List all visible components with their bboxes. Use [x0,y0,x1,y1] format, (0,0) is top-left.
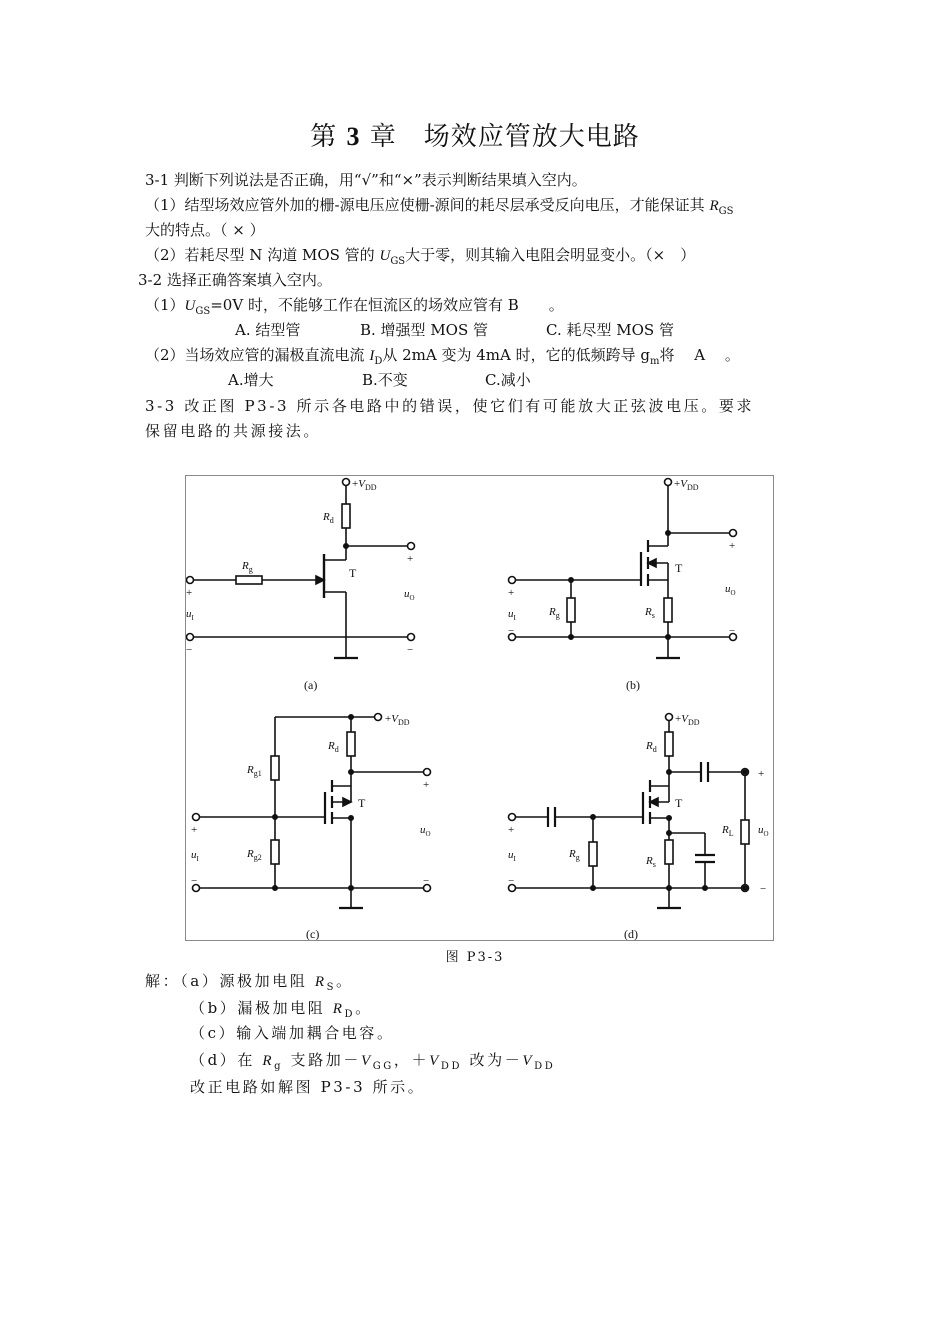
minus-label-a-in: − [186,644,193,656]
panel-label-c: (c) [306,927,320,940]
vdd-label-a: $+V_{DD}$ [352,478,377,492]
answer-a: 解：（a）源极加电阻 $R_S$。 [145,972,354,993]
uo-label-d: $u_O$ [758,824,769,838]
minus-label-b-out: − [729,625,736,637]
output-terminal-minus-a [408,634,415,641]
minus-label-c-out: − [423,875,430,887]
figure-caption: 图 P3-3 [445,950,505,965]
q3-3-line1: 3-3 改正图 P3-3 所示各电路中的错误，使它们有可能放大正弦波电压。要求 [145,397,755,415]
q3-2-item2-option-c: C.减小 [485,371,531,389]
plus-label-d-in: + [508,824,515,836]
mosfet-arrow-c [343,798,351,806]
uo-label-a: $u_O$ [404,588,415,602]
resistor-rg2-c [271,840,279,864]
plus-label-c-out: + [423,779,430,791]
q3-3-line2: 保留电路的共源接法。 [145,422,322,440]
transistor-label-b: T [675,561,683,575]
resistor-rg-b [567,598,575,622]
q3-2-item1: $(1)U_{GS}=0V$ 时，不能够工作在恒流区的场效应管有 B 。 [145,296,564,317]
chapter-number: 3 [346,122,361,151]
uo-label-b: $u_O$ [725,583,736,597]
answer-c: （c）输入端加耦合电容。 [190,1024,395,1042]
q3-1-item1: （1）结型场效应管外加的栅-源电压应使栅-源间的耗尽层承受反向电压，才能保证其 $R_{GS}$ [145,196,734,217]
rl-label-d: $R_L$ [722,824,734,838]
panel-label-b: (b) [626,678,640,692]
minus-label-c-in: − [191,875,198,887]
q3-2-item2-option-b: B.不变 [362,371,408,389]
panel-label-d: (d) [624,927,638,940]
minus-label-d-in: − [508,875,515,887]
vdd-label-b: $+V_{DD}$ [674,478,699,492]
resistor-rd-c [347,732,355,756]
ui-label-b: $u_I$ [508,608,516,622]
circuit-b [508,478,737,692]
q3-1-item1-cont: 大的特点。（ × ） [145,221,265,239]
mosfet-arrow-d [650,798,658,806]
resistor-rg-a [236,576,262,584]
q3-1-item2: （2）若耗尽型 N 沟道 MOS 管的 $U_{GS}$大于零，则其输入电阻会明显变小。（× ） [145,246,696,267]
vdd-terminal-c [375,714,382,721]
rg-label-b: $R_g$ [549,606,560,620]
chapter-title: 第 3 章 场效应管放大电路 [310,122,640,152]
q3-2-item1-option-a: A. 结型管 [235,321,301,339]
plus-label-d-out: + [758,768,765,780]
figure-p3-3 [185,475,774,941]
rg-label-a: $R_g$ [242,560,253,574]
circuit-a [186,478,415,692]
resistor-rs-d [665,840,673,864]
rs-label-d: $R_s$ [646,855,656,869]
input-terminal-plus-c [193,814,200,821]
vdd-label-c: $+V_{DD}$ [385,713,410,727]
vdd-terminal-d [666,714,673,721]
output-terminal-plus-c [424,769,431,776]
resistor-rg-d [589,842,597,866]
input-terminal-minus-a [187,634,194,641]
plus-label-a-out: + [407,553,414,565]
transistor-label-c: T [358,796,366,810]
ui-label-d: $u_I$ [508,849,516,863]
circuit-diagrams [186,476,773,940]
vdd-label-d: $+V_{DD}$ [675,713,700,727]
q3-2-item2-option-a: A.增大 [228,371,274,389]
rd-label-d: $R_d$ [646,740,657,754]
input-terminal-plus-a [187,577,194,584]
ui-label-c: $u_I$ [191,849,199,863]
q3-2-heading: 3-2 选择正确答案填入空内。 [138,271,332,289]
rg2-label-c: $R_{g2}$ [247,848,262,862]
minus-label-d-out: − [760,883,767,895]
resistor-rs-b [664,598,672,622]
minus-label-a-out: − [407,644,414,656]
answer-closing: 改正电路如解图 P3-3 所示。 [190,1078,426,1096]
output-terminal-plus-a [408,543,415,550]
answer-b: （b）漏极加电阻 $R_D$。 [190,999,373,1020]
transistor-label-d: T [675,796,683,810]
resistor-rg1-c [271,756,279,780]
q3-2-item1-option-c: C. 耗尽型 MOS 管 [546,321,674,339]
plus-label-a-in: + [186,587,193,599]
panel-label-a: (a) [304,678,318,692]
rg1-label-c: $R_{g1}$ [247,764,262,778]
vdd-terminal-b [665,479,672,486]
input-terminal-plus-d [509,814,516,821]
q3-2-item1-option-b: B. 增强型 MOS 管 [360,321,489,339]
plus-label-b-out: + [729,540,736,552]
transistor-label-a: T [349,566,357,580]
circuit-d [508,713,769,940]
mosfet-arrow-b [648,559,656,567]
ui-label-a: $u_I$ [186,608,194,622]
plus-label-c-in: + [191,824,198,836]
input-terminal-plus-b [509,577,516,584]
gate-arrow-a [316,576,324,584]
rd-label-a: $R_d$ [323,511,334,525]
minus-label-b-in: − [508,625,515,637]
resistor-rd-d [665,732,673,756]
q3-2-item2: （2）当场效应管的漏极直流电流 $I_D$从 2mA 变为 4mA 时，它的低频跨导 $g_m$将 A 。 [145,346,740,367]
uo-label-c: $u_O$ [420,824,431,838]
q3-1-heading: 3-1 判断下列说法是否正确，用“√”和“×”表示判断结果填入空内。 [145,171,587,189]
output-terminal-plus-b [730,530,737,537]
rs-label-b: $R_s$ [645,606,655,620]
plus-label-b-in: + [508,587,515,599]
resistor-rl-d [741,820,749,844]
resistor-rd-a [342,504,350,528]
rd-label-c: $R_d$ [328,740,339,754]
circuit-c [191,713,431,940]
rg-label-d: $R_g$ [569,848,580,862]
vdd-terminal-a [343,479,350,486]
answer-d: （d）在 $R_g$ 支路加$-V_{GG}$，$+V_{DD}$ 改为$-V_{DD}$ [190,1051,556,1072]
